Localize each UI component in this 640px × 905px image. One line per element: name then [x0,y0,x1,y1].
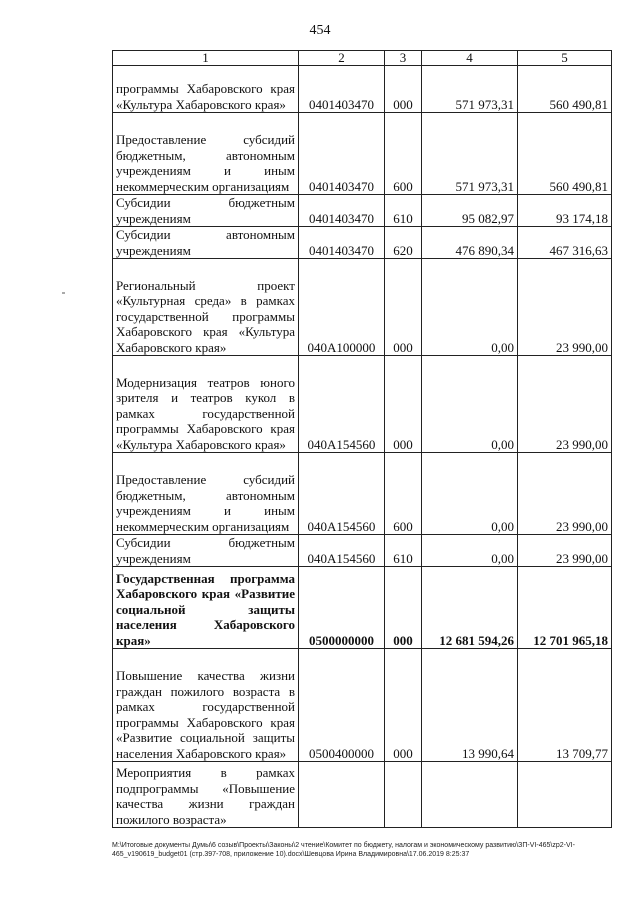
table-row [113,762,612,828]
table-header-row [113,51,612,66]
row-value-col5: 93 174,18 [518,195,612,227]
row-code: 0401403470 [299,66,385,113]
row-value-col4: 0,00 [422,535,518,567]
row-type: 000 [385,259,422,356]
row-name: Субсидии бюджетным учреждениям [113,535,299,567]
row-name: Субсидии бюджетным учреждениям [113,195,299,227]
row-code: 040A100000 [299,259,385,356]
row-value-col4: 13 990,64 [422,649,518,762]
row-code: 0500000000 [299,567,385,649]
row-name: программы Хабаровского края «Культура Хабаровского края» [113,66,299,113]
row-value-col4: 0,00 [422,453,518,535]
row-name: Повышение качества жизни граждан пожилого возраста в рамках государственной программы Хабаровского края «Развитие социальной защиты населения Хабаровского края» [113,649,299,762]
table-row [113,535,612,567]
row-name: Предоставление субсидий бюджетным, автономным учреждениям и иным некоммерческим организациям [113,113,299,195]
row-type: 600 [385,453,422,535]
row-value-col4: 95 082,97 [422,195,518,227]
row-value-col4 [422,762,518,828]
row-name: Субсидии автономным учреждениям [113,227,299,259]
row-value-col5: 23 990,00 [518,535,612,567]
table-row [113,227,612,259]
row-value-col4: 0,00 [422,259,518,356]
row-value-col5: 560 490,81 [518,113,612,195]
column-header: 2 [299,51,385,66]
table-row [113,356,612,453]
file-path-footer: М:\Итоговые документы Думы\6 созыв\Проекты\Законы\2 чтение\Комитет по бюджету, налогам и экономическому развитию\ЗП-VI-465\zp2-VI-465_v190619_budget01 (стр.397-708, приложение 10).docx\Шевцова Ирина Владимировна\17.06.2019 8:25:37 [112,842,575,858]
row-code: 0500400000 [299,649,385,762]
row-name: Государственная программа Хабаровского края «Развитие социальной защиты населения Хабаровского края» [113,567,299,649]
row-type: 000 [385,356,422,453]
row-type: 600 [385,113,422,195]
row-value-col4: 476 890,34 [422,227,518,259]
table-row [113,567,612,649]
row-code: 0401403470 [299,227,385,259]
column-header: 3 [385,51,422,66]
table-row [113,195,612,227]
table-row [113,66,612,113]
row-code [299,762,385,828]
row-code: 0401403470 [299,113,385,195]
row-type: 610 [385,535,422,567]
row-type [385,762,422,828]
row-value-col5: 13 709,77 [518,649,612,762]
row-value-col5: 467 316,63 [518,227,612,259]
row-value-col4: 0,00 [422,356,518,453]
column-header: 4 [422,51,518,66]
row-type: 000 [385,66,422,113]
row-value-col5: 560 490,81 [518,66,612,113]
column-header: 5 [518,51,612,66]
row-name: Региональный проект «Культурная среда» в рамках государственной программы Хабаровского края «Культура Хабаровского края» [113,259,299,356]
row-code: 040A154560 [299,535,385,567]
row-value-col5: 23 990,00 [518,259,612,356]
row-code: 0401403470 [299,195,385,227]
row-name: Предоставление субсидий бюджетным, автономным учреждениям и иным некоммерческим организациям [113,453,299,535]
table-row [113,453,612,535]
page-number: 454 [309,23,331,38]
table-row [113,259,612,356]
scan-mark [62,292,65,294]
row-value-col5: 23 990,00 [518,356,612,453]
row-name: Мероприятия в рамках подпрограммы «Повышение качества жизни граждан пожилого возраста» [113,762,299,828]
column-header: 1 [113,51,299,66]
row-value-col4: 571 973,31 [422,66,518,113]
row-value-col4: 12 681 594,26 [422,567,518,649]
table-row [113,113,612,195]
row-type: 620 [385,227,422,259]
row-type: 610 [385,195,422,227]
row-code: 040A154560 [299,453,385,535]
row-value-col5: 23 990,00 [518,453,612,535]
row-value-col4: 571 973,31 [422,113,518,195]
table-row [113,649,612,762]
row-type: 000 [385,649,422,762]
row-type: 000 [385,567,422,649]
row-code: 040A154560 [299,356,385,453]
row-value-col5 [518,762,612,828]
row-value-col5: 12 701 965,18 [518,567,612,649]
row-name: Модернизация театров юного зрителя и театров кукол в рамках государственной программы Хабаровского края «Культура Хабаровского края» [113,356,299,453]
budget-table [112,50,612,828]
